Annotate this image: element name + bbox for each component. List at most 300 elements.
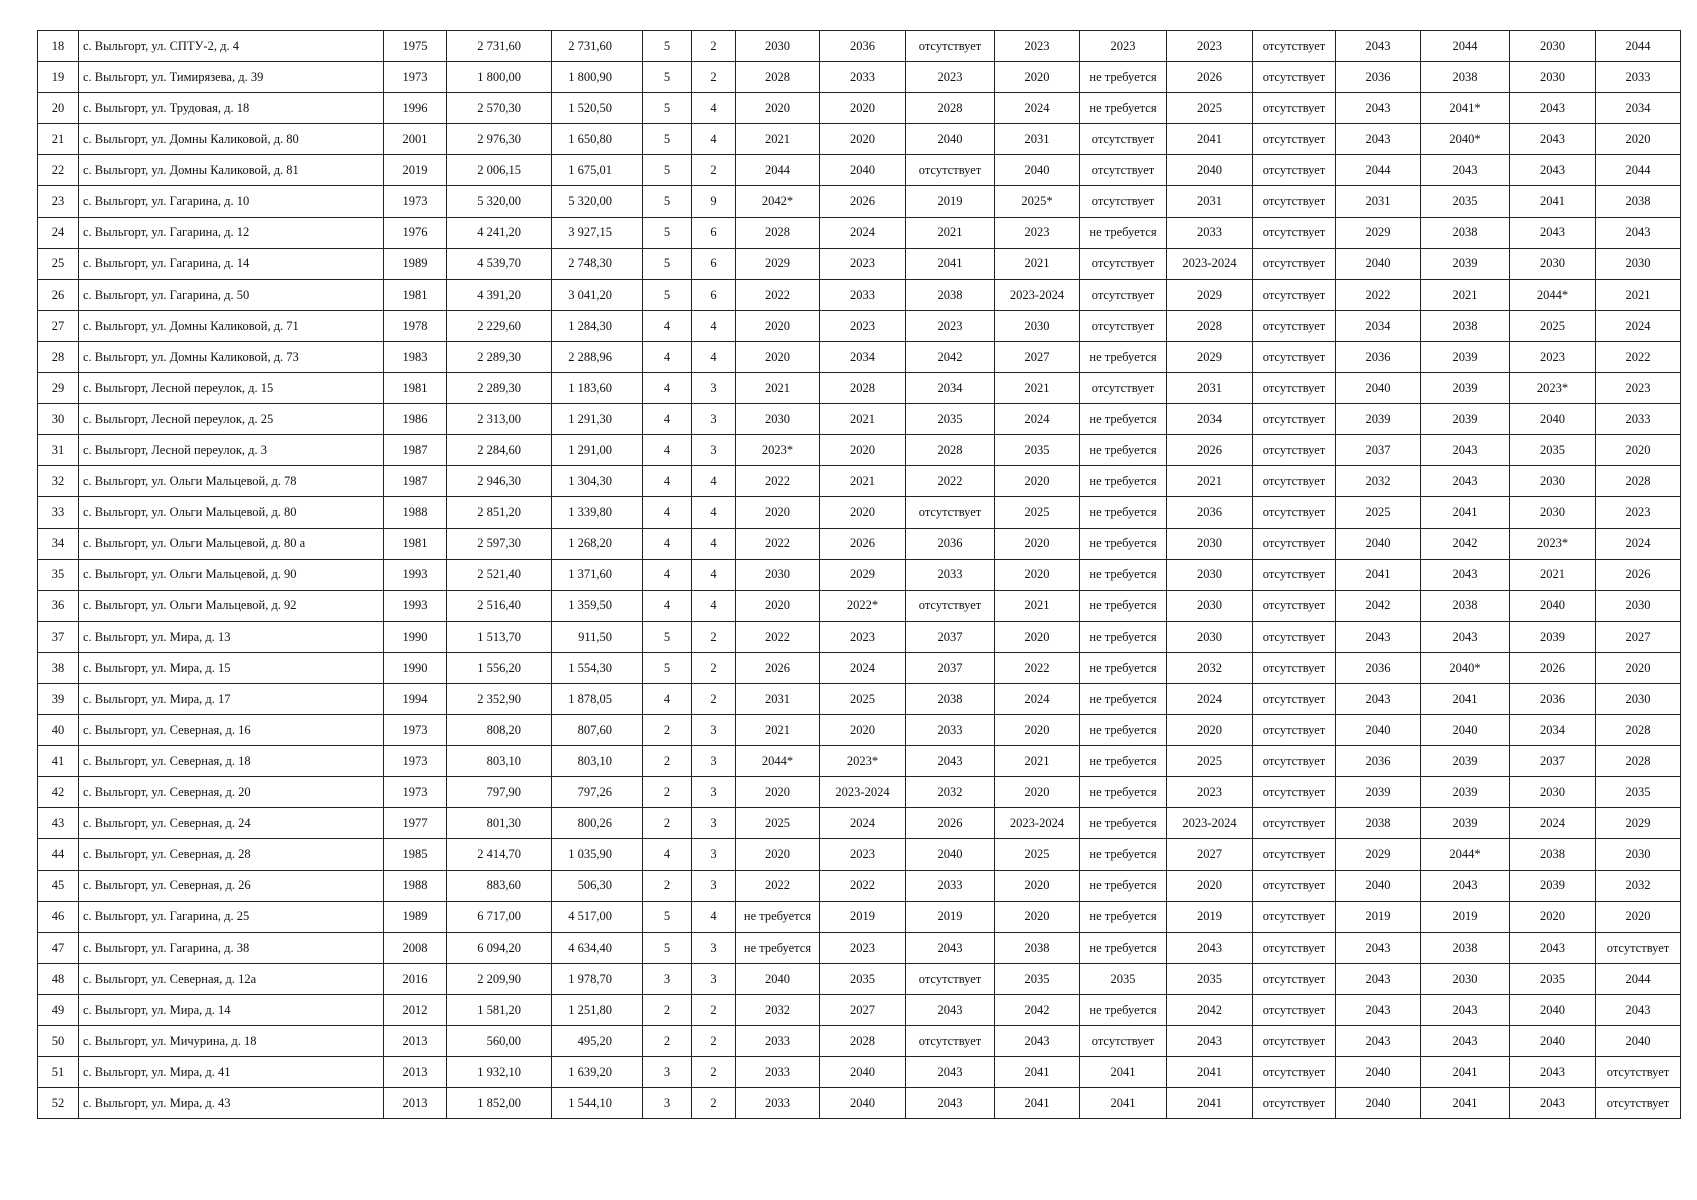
cell-c5: отсутствует [1080, 1026, 1167, 1057]
cell-address: с. Выльгорт, ул. Ольги Мальцевой, д. 80 [79, 497, 384, 528]
cell-c8: 2036 [1336, 341, 1421, 372]
cell-row-number: 40 [38, 715, 79, 746]
cell-year-built: 1987 [384, 466, 447, 497]
cell-c10: 2040 [1510, 590, 1596, 621]
cell-row-number: 37 [38, 621, 79, 652]
cell-c6: 2032 [1167, 652, 1253, 683]
cell-c2: 2021 [820, 466, 906, 497]
cell-c7: отсутствует [1253, 93, 1336, 124]
cell-c6: 2028 [1167, 310, 1253, 341]
cell-entrances: 3 [692, 808, 736, 839]
cell-address: с. Выльгорт, ул. Тимирязева, д. 39 [79, 62, 384, 93]
cell-living-area: 797,26 [552, 777, 643, 808]
cell-c10: 2039 [1510, 621, 1596, 652]
cell-c4: 2021 [995, 373, 1080, 404]
cell-floors: 5 [643, 62, 692, 93]
cell-year-built: 1990 [384, 621, 447, 652]
cell-c9: 2038 [1421, 590, 1510, 621]
cell-c7: отсутствует [1253, 124, 1336, 155]
cell-c11: 2030 [1596, 683, 1681, 714]
cell-c5: не требуется [1080, 994, 1167, 1025]
cell-c3: 2038 [906, 279, 995, 310]
cell-c11: 2024 [1596, 528, 1681, 559]
cell-c11: 2044 [1596, 31, 1681, 62]
cell-c4: 2020 [995, 528, 1080, 559]
cell-living-area: 800,26 [552, 808, 643, 839]
cell-floors: 3 [643, 963, 692, 994]
cell-total-area: 797,90 [447, 777, 552, 808]
cell-year-built: 1994 [384, 683, 447, 714]
cell-year-built: 2016 [384, 963, 447, 994]
cell-entrances: 4 [692, 559, 736, 590]
cell-c9: 2039 [1421, 248, 1510, 279]
cell-c8: 2043 [1336, 621, 1421, 652]
cell-floors: 4 [643, 466, 692, 497]
cell-c1: 2022 [736, 528, 820, 559]
cell-c11: 2023 [1596, 373, 1681, 404]
cell-year-built: 1988 [384, 870, 447, 901]
cell-total-area: 808,20 [447, 715, 552, 746]
cell-c5: отсутствует [1080, 373, 1167, 404]
cell-address: с. Выльгорт, ул. Трудовая, д. 18 [79, 93, 384, 124]
cell-c7: отсутствует [1253, 31, 1336, 62]
cell-c5: не требуется [1080, 652, 1167, 683]
cell-c3: отсутствует [906, 590, 995, 621]
cell-c1: 2025 [736, 808, 820, 839]
cell-year-built: 1993 [384, 590, 447, 621]
cell-year-built: 1989 [384, 248, 447, 279]
cell-c6: 2025 [1167, 746, 1253, 777]
cell-c10: 2034 [1510, 715, 1596, 746]
cell-c5: не требуется [1080, 621, 1167, 652]
cell-row-number: 34 [38, 528, 79, 559]
cell-c7: отсутствует [1253, 683, 1336, 714]
cell-c1: 2020 [736, 497, 820, 528]
cell-c6: 2023 [1167, 777, 1253, 808]
cell-total-area: 2 352,90 [447, 683, 552, 714]
cell-c6: 2042 [1167, 994, 1253, 1025]
cell-address: с. Выльгорт, ул. Мичурина, д. 18 [79, 1026, 384, 1057]
cell-year-built: 1983 [384, 341, 447, 372]
cell-total-area: 2 597,30 [447, 528, 552, 559]
cell-c7: отсутствует [1253, 466, 1336, 497]
cell-row-number: 29 [38, 373, 79, 404]
table-row [38, 466, 1681, 497]
cell-c1: 2028 [736, 217, 820, 248]
cell-c3: 2033 [906, 870, 995, 901]
cell-entrances: 3 [692, 839, 736, 870]
cell-c6: 2030 [1167, 590, 1253, 621]
cell-c3: 2036 [906, 528, 995, 559]
cell-c10: 2030 [1510, 777, 1596, 808]
cell-c3: 2034 [906, 373, 995, 404]
cell-c2: 2023 [820, 310, 906, 341]
cell-c8: 2019 [1336, 901, 1421, 932]
housing-repair-schedule-table [37, 30, 1670, 1119]
cell-row-number: 22 [38, 155, 79, 186]
cell-c5: не требуется [1080, 528, 1167, 559]
cell-c4: 2020 [995, 621, 1080, 652]
cell-c3: 2043 [906, 1088, 995, 1119]
cell-address: с. Выльгорт, ул. Мира, д. 41 [79, 1057, 384, 1088]
cell-c11: 2020 [1596, 652, 1681, 683]
cell-c2: 2033 [820, 279, 906, 310]
cell-address: с. Выльгорт, ул. Северная, д. 28 [79, 839, 384, 870]
cell-address: с. Выльгорт, ул. Мира, д. 13 [79, 621, 384, 652]
cell-living-area: 911,50 [552, 621, 643, 652]
cell-c9: 2043 [1421, 994, 1510, 1025]
cell-row-number: 48 [38, 963, 79, 994]
cell-entrances: 2 [692, 1088, 736, 1119]
cell-c6: 2027 [1167, 839, 1253, 870]
cell-c3: 2026 [906, 808, 995, 839]
table-row [38, 279, 1681, 310]
cell-entrances: 3 [692, 746, 736, 777]
cell-c4: 2043 [995, 1026, 1080, 1057]
cell-living-area: 1 800,90 [552, 62, 643, 93]
cell-c6: 2036 [1167, 497, 1253, 528]
cell-c3: 2023 [906, 62, 995, 93]
cell-c1: 2022 [736, 279, 820, 310]
cell-c2: 2019 [820, 901, 906, 932]
cell-c3: 2040 [906, 124, 995, 155]
table-row [38, 621, 1681, 652]
cell-c9: 2043 [1421, 1026, 1510, 1057]
cell-total-area: 2 521,40 [447, 559, 552, 590]
cell-row-number: 52 [38, 1088, 79, 1119]
cell-c4: 2031 [995, 124, 1080, 155]
cell-c10: 2043 [1510, 93, 1596, 124]
cell-c1: 2033 [736, 1088, 820, 1119]
cell-entrances: 4 [692, 93, 736, 124]
cell-entrances: 3 [692, 435, 736, 466]
cell-c5: не требуется [1080, 715, 1167, 746]
cell-c6: 2020 [1167, 715, 1253, 746]
cell-c4: 2020 [995, 870, 1080, 901]
cell-year-built: 1981 [384, 528, 447, 559]
cell-c4: 2042 [995, 994, 1080, 1025]
cell-entrances: 3 [692, 777, 736, 808]
cell-c4: 2030 [995, 310, 1080, 341]
cell-floors: 4 [643, 310, 692, 341]
cell-floors: 5 [643, 93, 692, 124]
cell-c5: отсутствует [1080, 124, 1167, 155]
cell-c4: 2041 [995, 1057, 1080, 1088]
cell-c3: 2043 [906, 746, 995, 777]
cell-c9: 2038 [1421, 932, 1510, 963]
cell-address: с. Выльгорт, ул. Северная, д. 24 [79, 808, 384, 839]
cell-floors: 2 [643, 746, 692, 777]
cell-entrances: 4 [692, 528, 736, 559]
cell-c1: 2020 [736, 341, 820, 372]
cell-living-area: 1 520,50 [552, 93, 643, 124]
cell-c3: отсутствует [906, 497, 995, 528]
cell-c5: не требуется [1080, 870, 1167, 901]
cell-year-built: 1996 [384, 93, 447, 124]
cell-entrances: 4 [692, 310, 736, 341]
cell-c1: 2030 [736, 31, 820, 62]
cell-c6: 2026 [1167, 435, 1253, 466]
cell-c6: 2035 [1167, 963, 1253, 994]
cell-c10: 2040 [1510, 404, 1596, 435]
cell-c3: 2038 [906, 683, 995, 714]
cell-c9: 2039 [1421, 777, 1510, 808]
cell-c11: 2032 [1596, 870, 1681, 901]
table-row [38, 217, 1681, 248]
cell-c10: 2030 [1510, 466, 1596, 497]
cell-entrances: 2 [692, 683, 736, 714]
cell-year-built: 1986 [384, 404, 447, 435]
cell-floors: 4 [643, 341, 692, 372]
cell-year-built: 1981 [384, 279, 447, 310]
cell-row-number: 23 [38, 186, 79, 217]
cell-c8: 2036 [1336, 652, 1421, 683]
cell-c8: 2039 [1336, 404, 1421, 435]
cell-c5: не требуется [1080, 435, 1167, 466]
cell-c5: не требуется [1080, 777, 1167, 808]
cell-total-area: 2 284,60 [447, 435, 552, 466]
cell-year-built: 2008 [384, 932, 447, 963]
cell-total-area: 2 976,30 [447, 124, 552, 155]
table-row [38, 652, 1681, 683]
table-row [38, 777, 1681, 808]
cell-living-area: 1 544,10 [552, 1088, 643, 1119]
cell-c11: 2034 [1596, 93, 1681, 124]
cell-address: с. Выльгорт, Лесной переулок, д. 15 [79, 373, 384, 404]
cell-c4: 2041 [995, 1088, 1080, 1119]
cell-c4: 2023 [995, 31, 1080, 62]
cell-address: с. Выльгорт, ул. Мира, д. 14 [79, 994, 384, 1025]
cell-c7: отсутствует [1253, 1057, 1336, 1088]
cell-c9: 2041 [1421, 1088, 1510, 1119]
cell-row-number: 25 [38, 248, 79, 279]
cell-entrances: 2 [692, 1057, 736, 1088]
cell-c6: 2020 [1167, 870, 1253, 901]
cell-c4: 2024 [995, 683, 1080, 714]
cell-living-area: 1 978,70 [552, 963, 643, 994]
cell-address: с. Выльгорт, ул. Гагарина, д. 14 [79, 248, 384, 279]
cell-c8: 2036 [1336, 746, 1421, 777]
cell-c1: 2026 [736, 652, 820, 683]
cell-c10: 2023* [1510, 373, 1596, 404]
cell-c9: 2044* [1421, 839, 1510, 870]
cell-c5: не требуется [1080, 746, 1167, 777]
cell-c6: 2030 [1167, 621, 1253, 652]
cell-c8: 2034 [1336, 310, 1421, 341]
cell-c2: 2028 [820, 373, 906, 404]
cell-c2: 2023 [820, 932, 906, 963]
cell-c4: 2023 [995, 217, 1080, 248]
cell-c7: отсутствует [1253, 652, 1336, 683]
cell-c7: отсутствует [1253, 590, 1336, 621]
cell-c9: 2039 [1421, 341, 1510, 372]
cell-c2: 2022 [820, 870, 906, 901]
cell-c5: 2023 [1080, 31, 1167, 62]
cell-c11: 2026 [1596, 559, 1681, 590]
cell-c10: 2037 [1510, 746, 1596, 777]
cell-c11: 2027 [1596, 621, 1681, 652]
cell-floors: 5 [643, 932, 692, 963]
cell-year-built: 1985 [384, 839, 447, 870]
cell-c11: 2035 [1596, 777, 1681, 808]
cell-c2: 2033 [820, 62, 906, 93]
cell-entrances: 4 [692, 901, 736, 932]
cell-row-number: 21 [38, 124, 79, 155]
cell-c2: 2023 [820, 248, 906, 279]
cell-c11: 2030 [1596, 590, 1681, 621]
cell-total-area: 6 094,20 [447, 932, 552, 963]
cell-c11: 2033 [1596, 62, 1681, 93]
cell-c9: 2043 [1421, 435, 1510, 466]
cell-c9: 2043 [1421, 559, 1510, 590]
table-row [38, 808, 1681, 839]
cell-entrances: 6 [692, 248, 736, 279]
cell-c4: 2022 [995, 652, 1080, 683]
table-row [38, 373, 1681, 404]
cell-c8: 2043 [1336, 683, 1421, 714]
table-row [38, 1026, 1681, 1057]
cell-c11: 2020 [1596, 124, 1681, 155]
cell-entrances: 3 [692, 932, 736, 963]
cell-year-built: 1973 [384, 715, 447, 746]
cell-floors: 4 [643, 559, 692, 590]
cell-entrances: 2 [692, 155, 736, 186]
cell-address: с. Выльгорт, ул. Ольги Мальцевой, д. 90 [79, 559, 384, 590]
cell-c11: 2020 [1596, 901, 1681, 932]
cell-address: с. Выльгорт, Лесной переулок, д. 25 [79, 404, 384, 435]
cell-address: с. Выльгорт, ул. СПТУ-2, д. 4 [79, 31, 384, 62]
cell-total-area: 1 800,00 [447, 62, 552, 93]
cell-c10: 2043 [1510, 124, 1596, 155]
cell-row-number: 44 [38, 839, 79, 870]
cell-living-area: 4 634,40 [552, 932, 643, 963]
cell-living-area: 1 251,80 [552, 994, 643, 1025]
cell-c2: 2021 [820, 404, 906, 435]
cell-c8: 2040 [1336, 1057, 1421, 1088]
cell-year-built: 2013 [384, 1088, 447, 1119]
cell-c10: 2030 [1510, 31, 1596, 62]
cell-row-number: 38 [38, 652, 79, 683]
cell-total-area: 803,10 [447, 746, 552, 777]
cell-c1: 2040 [736, 963, 820, 994]
cell-living-area: 1 554,30 [552, 652, 643, 683]
cell-c5: не требуется [1080, 839, 1167, 870]
cell-c1: 2020 [736, 310, 820, 341]
cell-c8: 2036 [1336, 62, 1421, 93]
cell-c2: 2020 [820, 124, 906, 155]
cell-c8: 2040 [1336, 528, 1421, 559]
cell-c2: 2020 [820, 715, 906, 746]
cell-row-number: 47 [38, 932, 79, 963]
cell-c6: 2033 [1167, 217, 1253, 248]
cell-address: с. Выльгорт, ул. Домны Каликовой, д. 73 [79, 341, 384, 372]
cell-c2: 2035 [820, 963, 906, 994]
table-body [38, 31, 1681, 1119]
cell-c5: не требуется [1080, 341, 1167, 372]
cell-c1: не требуется [736, 901, 820, 932]
cell-c10: 2030 [1510, 497, 1596, 528]
cell-c11: 2022 [1596, 341, 1681, 372]
cell-c7: отсутствует [1253, 497, 1336, 528]
cell-c11: 2040 [1596, 1026, 1681, 1057]
cell-floors: 5 [643, 124, 692, 155]
cell-c4: 2021 [995, 248, 1080, 279]
cell-c1: 2042* [736, 186, 820, 217]
cell-c6: 2021 [1167, 466, 1253, 497]
cell-c3: отсутствует [906, 1026, 995, 1057]
cell-row-number: 24 [38, 217, 79, 248]
cell-row-number: 43 [38, 808, 79, 839]
cell-floors: 5 [643, 279, 692, 310]
table-row [38, 155, 1681, 186]
cell-c3: 2042 [906, 341, 995, 372]
cell-c3: 2035 [906, 404, 995, 435]
table-row [38, 559, 1681, 590]
cell-c3: 2043 [906, 994, 995, 1025]
cell-c7: отсутствует [1253, 279, 1336, 310]
cell-c10: 2023* [1510, 528, 1596, 559]
cell-floors: 2 [643, 777, 692, 808]
cell-row-number: 33 [38, 497, 79, 528]
cell-c8: 2040 [1336, 373, 1421, 404]
cell-floors: 2 [643, 994, 692, 1025]
cell-c9: 2039 [1421, 746, 1510, 777]
cell-living-area: 1 359,50 [552, 590, 643, 621]
cell-c3: отсутствует [906, 155, 995, 186]
cell-c5: 2035 [1080, 963, 1167, 994]
cell-c7: отсутствует [1253, 310, 1336, 341]
table-row [38, 683, 1681, 714]
cell-c9: 2040* [1421, 652, 1510, 683]
table-row [38, 93, 1681, 124]
cell-living-area: 3 927,15 [552, 217, 643, 248]
cell-row-number: 30 [38, 404, 79, 435]
cell-address: с. Выльгорт, ул. Гагарина, д. 50 [79, 279, 384, 310]
cell-c9: 2019 [1421, 901, 1510, 932]
cell-entrances: 9 [692, 186, 736, 217]
cell-c11: 2038 [1596, 186, 1681, 217]
cell-living-area: 2 731,60 [552, 31, 643, 62]
table-row [38, 186, 1681, 217]
cell-living-area: 1 304,30 [552, 466, 643, 497]
cell-c11: отсутствует [1596, 1057, 1681, 1088]
cell-floors: 4 [643, 373, 692, 404]
cell-c4: 2035 [995, 963, 1080, 994]
cell-entrances: 2 [692, 994, 736, 1025]
cell-c11: 2030 [1596, 839, 1681, 870]
cell-total-area: 560,00 [447, 1026, 552, 1057]
cell-c9: 2039 [1421, 373, 1510, 404]
cell-c10: 2030 [1510, 62, 1596, 93]
cell-c7: отсутствует [1253, 963, 1336, 994]
cell-c5: не требуется [1080, 466, 1167, 497]
cell-floors: 4 [643, 590, 692, 621]
cell-c10: 2040 [1510, 994, 1596, 1025]
cell-living-area: 1 339,80 [552, 497, 643, 528]
cell-c4: 2020 [995, 715, 1080, 746]
cell-c3: 2021 [906, 217, 995, 248]
cell-address: с. Выльгорт, ул. Северная, д. 20 [79, 777, 384, 808]
cell-c6: 2024 [1167, 683, 1253, 714]
cell-c2: 2026 [820, 186, 906, 217]
cell-c5: отсутствует [1080, 310, 1167, 341]
cell-c10: 2043 [1510, 155, 1596, 186]
cell-c2: 2027 [820, 994, 906, 1025]
cell-c7: отсутствует [1253, 870, 1336, 901]
cell-c8: 2043 [1336, 963, 1421, 994]
cell-c9: 2030 [1421, 963, 1510, 994]
cell-c3: 2032 [906, 777, 995, 808]
